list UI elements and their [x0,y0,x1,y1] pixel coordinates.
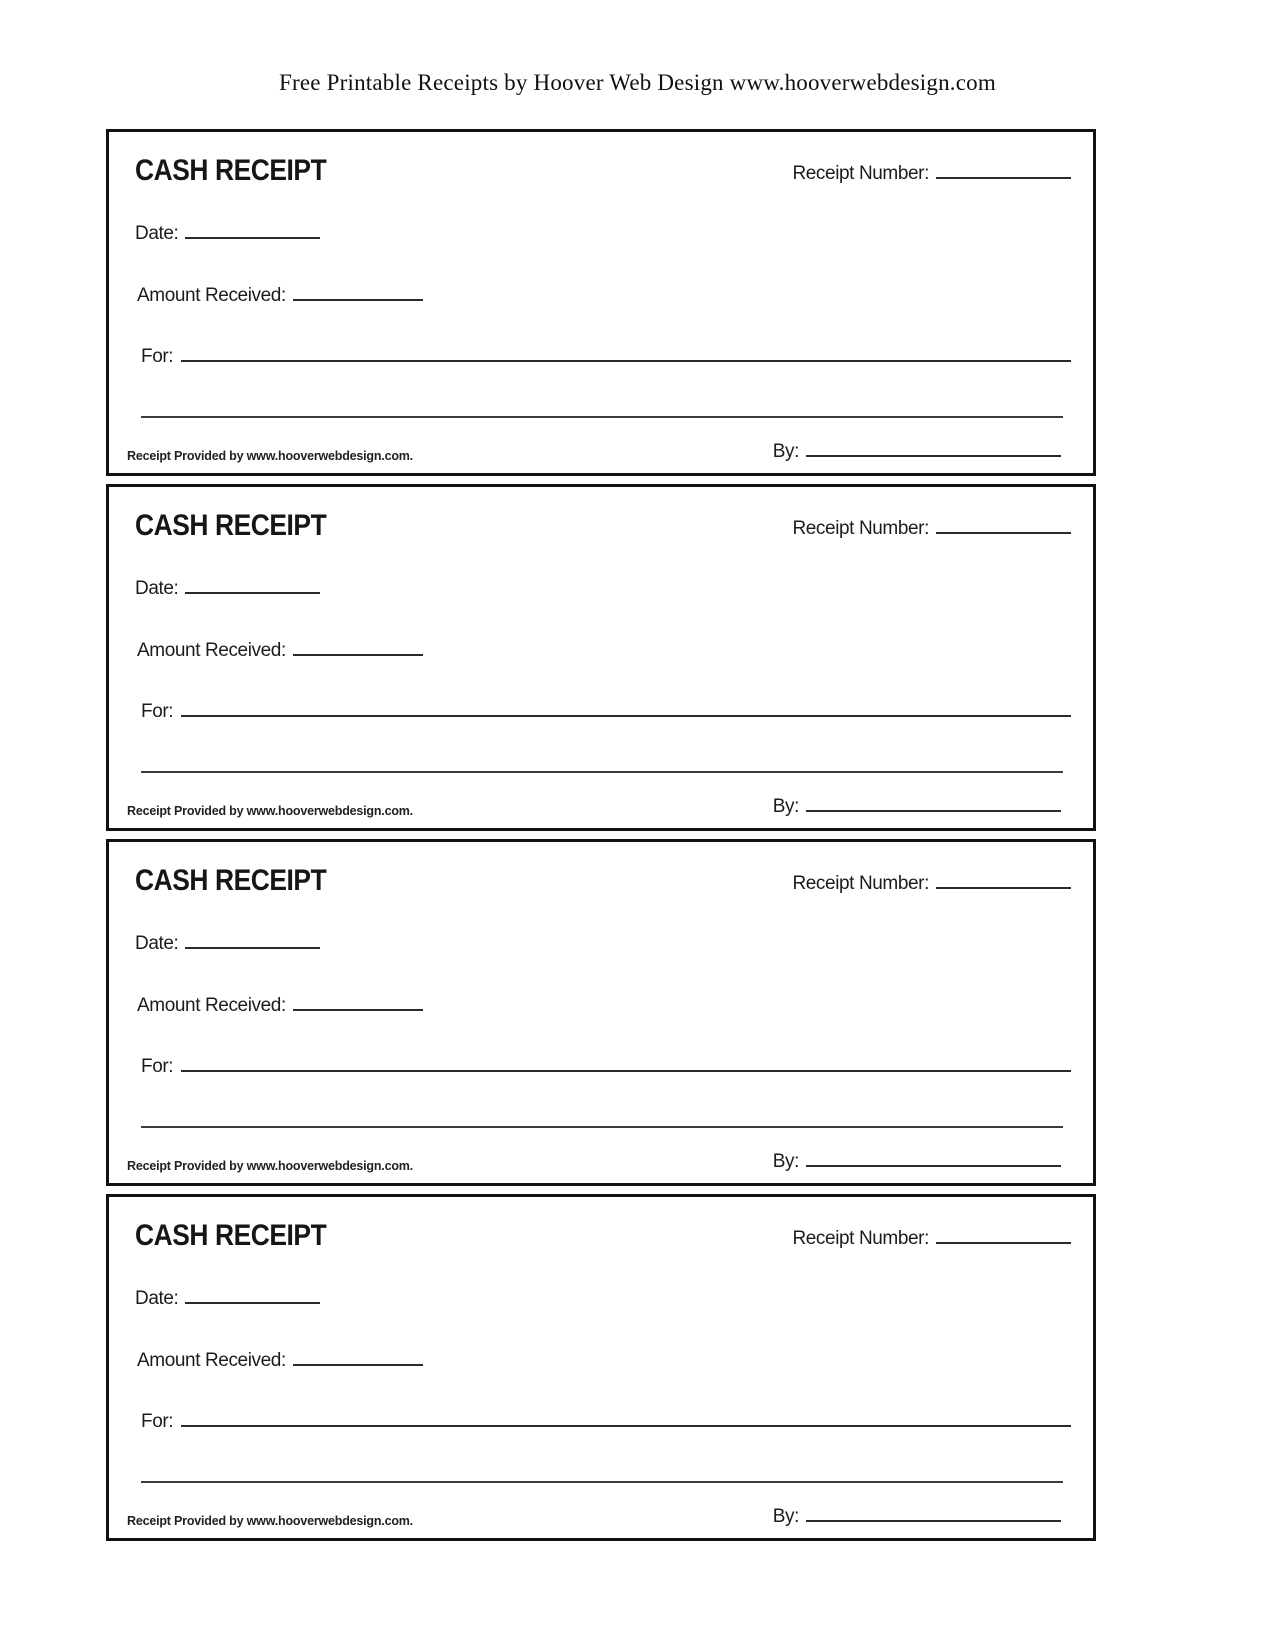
date-label: Date: [135,1287,179,1309]
for-label: For: [141,700,174,722]
date-field [135,1285,320,1310]
for-label: For: [141,1410,174,1432]
continuation-blank-line [141,416,1063,418]
cash-receipt-form [106,1194,1096,1541]
provider-note: Receipt Provided by www.hooverwebdesign.com. [127,449,413,463]
receipt-number-label: Receipt Number: [792,162,929,184]
cash-receipt-form [106,484,1096,831]
receipt-footer-row [127,1503,1061,1528]
receipt-title: CASH RECEIPT [135,1219,327,1252]
receipt-footer-row [127,438,1061,463]
receipt-footer-row [127,793,1061,818]
receipt-number-blank-line [936,1225,1071,1244]
provider-note: Receipt Provided by www.hooverwebdesign.com. [127,1514,413,1528]
continuation-blank-line [141,1481,1063,1483]
receipt-number-field [792,870,1071,895]
for-blank-line [181,343,1071,362]
continuation-blank-line [141,771,1063,773]
for-field [141,1053,1071,1078]
receipt-number-blank-line [936,160,1071,179]
amount-received-blank-line [293,637,423,656]
amount-received-blank-line [293,992,423,1011]
amount-received-label: Amount Received: [137,639,286,661]
for-blank-line [181,1053,1071,1072]
amount-received-field [137,992,423,1017]
by-field [773,793,1061,818]
receipt-number-label: Receipt Number: [792,1227,929,1249]
by-blank-line [806,1503,1061,1522]
by-blank-line [806,1148,1061,1167]
receipt-number-field [792,160,1071,185]
receipt-top-row [135,509,1071,543]
by-label: By: [772,1506,799,1527]
by-field [773,1503,1061,1528]
provider-note: Receipt Provided by www.hooverwebdesign.com. [127,1159,413,1173]
receipt-number-field [792,515,1071,540]
receipt-top-row [135,154,1071,188]
amount-received-field [137,1347,423,1372]
receipts-list [106,129,1096,1549]
amount-received-blank-line [293,1347,423,1366]
receipt-number-blank-line [936,870,1071,889]
for-field [141,343,1071,368]
for-field [141,698,1071,723]
cash-receipt-form [106,839,1096,1186]
for-blank-line [181,698,1071,717]
receipt-number-label: Receipt Number: [792,517,929,539]
by-label: By: [772,1151,799,1172]
receipt-title: CASH RECEIPT [135,509,327,542]
page-header-text: Free Printable Receipts by Hoover Web Design www.hooverwebdesign.com [279,70,996,95]
receipt-footer-row [127,1148,1061,1173]
date-field [135,220,320,245]
receipt-top-row [135,864,1071,898]
for-label: For: [141,1055,174,1077]
amount-received-field [137,282,423,307]
receipt-top-row [135,1219,1071,1253]
amount-received-blank-line [293,282,423,301]
date-label: Date: [135,222,179,244]
by-label: By: [772,441,799,462]
provider-note: Receipt Provided by www.hooverwebdesign.com. [127,804,413,818]
receipt-title: CASH RECEIPT [135,154,327,187]
for-blank-line [181,1408,1071,1427]
by-label: By: [772,796,799,817]
by-field [773,1148,1061,1173]
date-label: Date: [135,577,179,599]
amount-received-label: Amount Received: [137,994,286,1016]
by-blank-line [806,793,1061,812]
date-field [135,575,320,600]
date-blank-line [185,220,320,239]
receipt-number-blank-line [936,515,1071,534]
amount-received-label: Amount Received: [137,1349,286,1371]
by-field [773,438,1061,463]
receipt-title: CASH RECEIPT [135,864,327,897]
cash-receipt-form [106,129,1096,476]
continuation-blank-line [141,1126,1063,1128]
amount-received-label: Amount Received: [137,284,286,306]
date-field [135,930,320,955]
receipt-number-label: Receipt Number: [792,872,929,894]
receipt-number-field [792,1225,1071,1250]
for-label: For: [141,345,174,367]
date-blank-line [185,575,320,594]
amount-received-field [137,637,423,662]
date-label: Date: [135,932,179,954]
for-field [141,1408,1071,1433]
by-blank-line [806,438,1061,457]
date-blank-line [185,930,320,949]
date-blank-line [185,1285,320,1304]
